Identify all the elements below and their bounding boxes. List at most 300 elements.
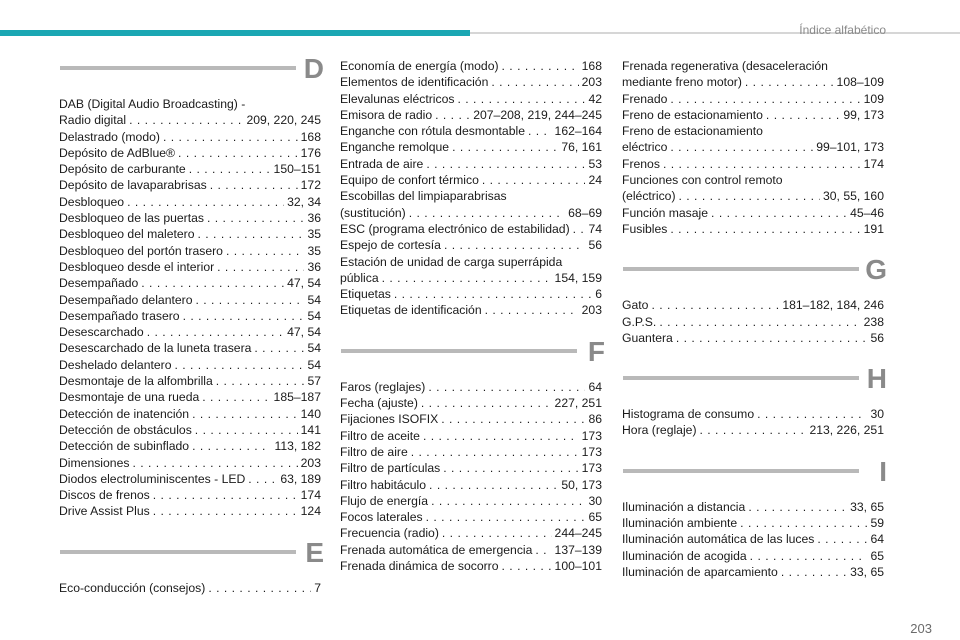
- header-accent-bar: [0, 30, 470, 36]
- index-entry[interactable]: [340, 237, 602, 253]
- index-entry[interactable]: [622, 205, 884, 221]
- entry-term: Etiquetas: [340, 287, 391, 302]
- index-entry[interactable]: [59, 194, 321, 210]
- entry-row: [59, 438, 321, 454]
- index-entry[interactable]: [622, 123, 884, 156]
- entry-pages[interactable]: 191: [863, 221, 884, 236]
- index-section-h: [622, 363, 887, 439]
- index-entry[interactable]: [622, 406, 884, 422]
- index-entry[interactable]: [340, 139, 602, 155]
- dot-leader: [435, 107, 470, 123]
- dot-leader: [651, 297, 779, 313]
- entry-pages[interactable]: 150–151: [273, 162, 321, 177]
- section-rule: [623, 376, 859, 380]
- entry-pages[interactable]: 207–208, 219, 244–245: [473, 107, 602, 122]
- dot-leader: [750, 548, 868, 564]
- index-entry[interactable]: [340, 542, 602, 558]
- entry-term: Filtro de partículas: [340, 461, 441, 476]
- entry-term: Desbloqueo del maletero: [59, 227, 195, 242]
- entry-row: [340, 542, 602, 558]
- entry-row: [59, 194, 321, 210]
- index-entry[interactable]: [59, 324, 321, 340]
- page-title: Índice alfabético: [799, 23, 886, 37]
- index-section-continued: [340, 58, 602, 319]
- index-entry[interactable]: [340, 74, 602, 90]
- section-header: [622, 254, 887, 295]
- entry-pages[interactable]: 173: [581, 444, 602, 459]
- entry-term: Desempañado delantero: [59, 292, 193, 307]
- index-entry[interactable]: [59, 226, 321, 242]
- index-entry[interactable]: [340, 395, 602, 411]
- entry-row: [622, 139, 884, 155]
- entry-pages[interactable]: 162–164: [554, 124, 602, 139]
- entry-row: [340, 221, 602, 237]
- index-entry[interactable]: [59, 292, 321, 308]
- entry-term: Desbloqueo del portón trasero: [59, 243, 223, 258]
- entry-pages[interactable]: 172: [300, 178, 321, 193]
- entry-row: [59, 177, 321, 193]
- index-section-i: [622, 455, 887, 580]
- entry-term: Deshelado delantero: [59, 357, 172, 372]
- entry-term: Focos laterales: [340, 510, 423, 525]
- entry-pages[interactable]: 100–101: [554, 559, 602, 574]
- entry-pages[interactable]: 68–69: [568, 205, 602, 220]
- index-entry[interactable]: [622, 172, 884, 205]
- entry-row: [622, 297, 884, 313]
- entry-pages[interactable]: 33, 65: [850, 564, 884, 579]
- entry-pages[interactable]: 59: [870, 516, 884, 531]
- entry-row: [59, 422, 321, 438]
- entry-pages[interactable]: 227, 251: [554, 396, 602, 411]
- index-entry[interactable]: [59, 210, 321, 226]
- entry-pages[interactable]: 203: [581, 75, 602, 90]
- index-entry[interactable]: [622, 531, 884, 547]
- entry-term: Guantera: [622, 330, 673, 345]
- entry-pages[interactable]: 238: [863, 314, 884, 329]
- index-entry[interactable]: [622, 515, 884, 531]
- index-entry[interactable]: [340, 286, 602, 302]
- entry-pages[interactable]: 33, 65: [850, 499, 884, 514]
- entry-term: Desempañado trasero: [59, 308, 180, 323]
- index-entry[interactable]: [622, 314, 884, 330]
- dot-leader: [443, 460, 578, 476]
- index-section-d: [59, 53, 324, 520]
- dot-leader: [127, 194, 284, 210]
- entry-text-line: Estación de unidad de carga superrápida: [340, 254, 563, 269]
- dot-leader: [226, 243, 304, 259]
- index-entry[interactable]: [59, 96, 321, 129]
- entry-pages[interactable]: 168: [581, 59, 602, 73]
- entry-row: [622, 205, 884, 221]
- entry-term: mediante freno motor): [622, 75, 742, 90]
- index-entry[interactable]: [622, 297, 884, 313]
- entry-term: Diodos electroluminiscentes - LED: [59, 471, 246, 486]
- index-entry[interactable]: [59, 373, 321, 389]
- entry-row: [622, 330, 884, 346]
- dot-leader: [409, 205, 565, 221]
- dot-leader: [502, 558, 552, 574]
- entry-pages[interactable]: 76, 161: [561, 140, 602, 155]
- entry-pages[interactable]: 168: [300, 129, 321, 144]
- entry-pages[interactable]: 63, 189: [280, 471, 321, 486]
- entry-pages[interactable]: 64: [870, 532, 884, 547]
- dot-leader: [421, 395, 552, 411]
- entry-pages[interactable]: 124: [300, 504, 321, 519]
- dot-leader: [491, 74, 578, 90]
- entry-pages[interactable]: 54: [307, 292, 321, 307]
- dot-leader: [748, 499, 847, 515]
- section-letter: I: [879, 455, 887, 487]
- dot-leader: [442, 525, 552, 541]
- entry-row: [340, 123, 602, 139]
- entry-term: pública: [340, 270, 379, 285]
- entry-row: [340, 302, 602, 318]
- section-header: [622, 455, 887, 497]
- dot-leader: [535, 542, 551, 558]
- entry-term: G.P.S.: [622, 314, 657, 329]
- entry-term: Iluminación ambiente: [622, 516, 738, 531]
- entry-term: Gato: [622, 298, 649, 313]
- index-entry[interactable]: [59, 340, 321, 356]
- entry-pages[interactable]: 203: [300, 455, 321, 470]
- index-entry[interactable]: [340, 558, 602, 574]
- dot-leader: [457, 91, 585, 107]
- dot-leader: [153, 487, 298, 503]
- index-entry[interactable]: [340, 411, 602, 427]
- entry-term: Freno de estacionamiento: [622, 107, 763, 122]
- entry-term: Fijaciones ISOFIX: [340, 412, 439, 427]
- entry-pages[interactable]: 53: [588, 156, 602, 171]
- index-column-3: [622, 58, 887, 602]
- section-header: [340, 335, 605, 377]
- dot-leader: [431, 493, 585, 509]
- index-entry[interactable]: [59, 503, 321, 519]
- section-rule: [623, 469, 859, 473]
- index-entry[interactable]: [59, 471, 321, 487]
- entry-pages[interactable]: 203: [581, 303, 602, 318]
- entry-term: Detección de obstáculos: [59, 422, 192, 437]
- entry-row: [340, 428, 602, 444]
- entry-pages[interactable]: 45–46: [850, 205, 884, 220]
- index-entry[interactable]: [340, 477, 602, 493]
- entry-row: [340, 509, 602, 525]
- entry-pages[interactable]: 108–109: [836, 75, 884, 90]
- entry-row: [340, 205, 602, 221]
- index-entry[interactable]: [59, 177, 321, 193]
- dot-leader: [700, 422, 807, 438]
- entry-term: Desmontaje de una rueda: [59, 390, 200, 405]
- dot-leader: [210, 177, 298, 193]
- entry-pages[interactable]: 174: [300, 488, 321, 503]
- header-rule: [470, 32, 960, 34]
- entry-pages[interactable]: 86: [588, 412, 602, 427]
- dot-leader: [394, 286, 592, 302]
- entry-row: [340, 91, 602, 107]
- entry-term: Iluminación de acogida: [622, 548, 747, 563]
- dot-leader: [817, 531, 867, 547]
- dot-leader: [676, 330, 868, 346]
- index-entry[interactable]: [340, 444, 602, 460]
- index-entry[interactable]: [340, 379, 602, 395]
- index-entry[interactable]: [59, 389, 321, 405]
- entry-pages[interactable]: 65: [588, 510, 602, 525]
- entry-row: [340, 156, 602, 172]
- index-entry[interactable]: [340, 188, 602, 221]
- section-letter: F: [587, 335, 605, 367]
- entry-pages[interactable]: 54: [307, 341, 321, 356]
- entry-row: [340, 286, 602, 302]
- entry-pages[interactable]: 137–139: [554, 542, 602, 557]
- index-entry[interactable]: [59, 438, 321, 454]
- dot-leader: [254, 340, 304, 356]
- dot-leader: [679, 188, 821, 204]
- entry-pages[interactable]: 30: [588, 493, 602, 508]
- index-entry[interactable]: [622, 221, 884, 237]
- index-entry[interactable]: [59, 161, 321, 177]
- entry-pages[interactable]: 181–182, 184, 246: [782, 298, 884, 313]
- entry-term: Emisora de radio: [340, 107, 433, 122]
- entry-pages[interactable]: 154, 159: [554, 270, 602, 285]
- dot-leader: [670, 91, 860, 107]
- entry-term: Flujo de energía: [340, 493, 429, 508]
- entry-row: [59, 389, 321, 405]
- entry-row: [622, 156, 884, 172]
- entry-row: [622, 74, 884, 90]
- dot-leader: [711, 205, 847, 221]
- index-entry[interactable]: [59, 129, 321, 145]
- index-entry[interactable]: [59, 308, 321, 324]
- dot-leader: [216, 373, 305, 389]
- entry-term: Desmontaje de la alfombrilla: [59, 374, 213, 389]
- entry-row: [59, 373, 321, 389]
- entry-term: Filtro habitáculo: [340, 477, 427, 492]
- index-entry[interactable]: [340, 58, 602, 74]
- entry-pages[interactable]: 36: [307, 259, 321, 274]
- index-entry[interactable]: [340, 221, 602, 237]
- index-entry[interactable]: [340, 493, 602, 509]
- entry-term: Faros (reglajes): [340, 379, 426, 394]
- index-entry[interactable]: [622, 156, 884, 172]
- index-entry[interactable]: [59, 406, 321, 422]
- entry-pages[interactable]: 99–101, 173: [816, 140, 884, 155]
- index-entry[interactable]: [622, 548, 884, 564]
- entry-row: [622, 221, 884, 237]
- entry-row: [622, 406, 884, 422]
- entry-row: [340, 444, 602, 460]
- entry-row: [59, 112, 321, 128]
- dot-leader: [129, 112, 243, 128]
- entry-row: [622, 422, 884, 438]
- dot-leader: [485, 302, 579, 318]
- entry-term: Filtro de aceite: [340, 428, 420, 443]
- entry-pages[interactable]: 30, 55, 160: [823, 189, 884, 204]
- index-entry[interactable]: [340, 525, 602, 541]
- index-entry[interactable]: [59, 357, 321, 373]
- entry-pages[interactable]: 74: [588, 221, 602, 236]
- entry-row: [340, 58, 602, 74]
- entry-pages[interactable]: 213, 226, 251: [809, 423, 884, 438]
- index-entry[interactable]: [622, 330, 884, 346]
- entry-term: eléctrico: [622, 140, 668, 155]
- dot-leader: [502, 58, 579, 74]
- entry-text-line: Funciones con control remoto: [622, 173, 783, 188]
- entry-pages[interactable]: 176: [300, 145, 321, 160]
- index-entry[interactable]: [622, 91, 884, 107]
- dot-leader: [426, 156, 585, 172]
- entry-row: [340, 270, 602, 286]
- dot-leader: [207, 210, 304, 226]
- section-rule: [60, 550, 296, 554]
- index-entry[interactable]: [340, 428, 602, 444]
- index-entry[interactable]: [59, 145, 321, 161]
- entry-term: Depósito de carburante: [59, 162, 186, 177]
- index-entry[interactable]: [340, 107, 602, 123]
- entry-term: Frecuencia (radio): [340, 526, 439, 541]
- entry-pages[interactable]: 56: [870, 330, 884, 345]
- entry-row: [622, 531, 884, 547]
- dot-leader: [192, 406, 298, 422]
- dot-leader: [426, 509, 586, 525]
- entry-row: [340, 525, 602, 541]
- index-entry[interactable]: [59, 455, 321, 471]
- dot-leader: [189, 161, 271, 177]
- entry-pages[interactable]: 174: [863, 156, 884, 171]
- entry-pages[interactable]: 141: [300, 422, 321, 437]
- entry-term: Filtro de aire: [340, 444, 408, 459]
- entry-term: Desbloqueo desde el interior: [59, 259, 215, 274]
- dot-leader: [745, 74, 834, 90]
- entry-pages[interactable]: 56: [588, 238, 602, 253]
- index-entry[interactable]: [340, 123, 602, 139]
- entry-row: [340, 74, 602, 90]
- index-entry[interactable]: [622, 564, 884, 580]
- index-entry[interactable]: [622, 58, 884, 91]
- entry-pages[interactable]: 244–245: [554, 526, 602, 541]
- entry-term: Hora (reglaje): [622, 423, 697, 438]
- entry-pages[interactable]: 113, 182: [274, 439, 321, 454]
- index-entry[interactable]: [340, 254, 602, 287]
- entry-row: [622, 515, 884, 531]
- entry-term: Detección de inatención: [59, 406, 190, 421]
- entry-row: [340, 411, 602, 427]
- index-entry[interactable]: [59, 243, 321, 259]
- index-entry[interactable]: [340, 172, 602, 188]
- index-column-2: [340, 58, 605, 596]
- dot-leader: [178, 145, 298, 161]
- index-entry[interactable]: [59, 275, 321, 291]
- entry-pages[interactable]: 32, 34: [287, 194, 321, 209]
- entry-row: [59, 357, 321, 373]
- entry-row: [622, 564, 884, 580]
- entry-pages[interactable]: 35: [307, 243, 321, 258]
- entry-pages[interactable]: 42: [588, 91, 602, 106]
- index-entry[interactable]: [59, 580, 321, 596]
- entry-pages[interactable]: 57: [307, 374, 321, 389]
- entry-row: [59, 487, 321, 503]
- entry-row: [59, 243, 321, 259]
- section-header: [59, 53, 324, 94]
- entry-term: Drive Assist Plus: [59, 504, 150, 519]
- section-letter: E: [305, 536, 324, 568]
- index-section-e: [59, 536, 324, 596]
- entry-pages[interactable]: 99, 173: [843, 107, 884, 122]
- entry-row: [340, 172, 602, 188]
- entry-pages[interactable]: 47, 54: [287, 325, 321, 340]
- index-entry[interactable]: [340, 302, 602, 318]
- entry-term: ESC (programa electrónico de estabilidad): [340, 221, 570, 236]
- dot-leader: [202, 389, 270, 405]
- entry-row: [622, 188, 884, 204]
- index-entry[interactable]: [340, 509, 602, 525]
- dot-leader: [382, 270, 552, 286]
- entry-pages[interactable]: 173: [581, 461, 602, 476]
- entry-pages[interactable]: 50, 173: [561, 477, 602, 492]
- dot-leader: [163, 129, 298, 145]
- dot-leader: [452, 139, 558, 155]
- entry-row: [340, 460, 602, 476]
- dot-leader: [670, 139, 813, 155]
- index-entry[interactable]: [340, 156, 602, 172]
- entry-pages[interactable]: 64: [588, 379, 602, 394]
- index-entry[interactable]: [622, 422, 884, 438]
- entry-row: [340, 237, 602, 253]
- entry-pages[interactable]: 140: [300, 406, 321, 421]
- index-entry[interactable]: [59, 259, 321, 275]
- entry-row: [59, 145, 321, 161]
- entry-term: Frenos: [622, 156, 660, 171]
- entry-term: Frenado: [622, 91, 668, 106]
- entry-row: [59, 210, 321, 226]
- entry-pages[interactable]: 36: [307, 211, 321, 226]
- entry-term: Equipo de confort térmico: [340, 173, 479, 188]
- entry-pages[interactable]: 24: [588, 173, 602, 188]
- entry-pages[interactable]: 6: [595, 287, 602, 302]
- entry-term: Iluminación de aparcamiento: [622, 564, 778, 579]
- entry-pages[interactable]: 173: [581, 428, 602, 443]
- entry-row: [59, 503, 321, 519]
- entry-term: (sustitución): [340, 205, 406, 220]
- entry-pages[interactable]: 47, 54: [287, 276, 321, 291]
- index-entry[interactable]: [59, 422, 321, 438]
- entry-pages[interactable]: 109: [863, 91, 884, 106]
- entry-pages[interactable]: 185–187: [273, 390, 321, 405]
- dot-leader: [441, 411, 585, 427]
- entry-text-line: Frenada regenerativa (desaceleración: [622, 59, 828, 73]
- entry-term: Radio digital: [59, 113, 127, 128]
- entry-pages[interactable]: 209, 220, 245: [246, 113, 321, 128]
- entry-term: Desbloqueo de las puertas: [59, 211, 204, 226]
- index-entry[interactable]: [622, 499, 884, 515]
- index-entry[interactable]: [59, 487, 321, 503]
- entry-pages[interactable]: 54: [307, 357, 321, 372]
- entry-row: [59, 161, 321, 177]
- entry-pages[interactable]: 65: [870, 548, 884, 563]
- entry-term: Función masaje: [622, 205, 709, 220]
- index-entry[interactable]: [340, 460, 602, 476]
- dot-leader: [132, 455, 297, 471]
- entry-term: Elementos de identificación: [340, 75, 489, 90]
- entry-pages[interactable]: 54: [307, 308, 321, 323]
- entry-row: [340, 139, 602, 155]
- entry-pages[interactable]: 7: [314, 580, 321, 595]
- index-column-1: [59, 53, 324, 618]
- entry-pages[interactable]: 30: [870, 407, 884, 422]
- index-entry[interactable]: [622, 107, 884, 123]
- index-entry[interactable]: [340, 91, 602, 107]
- entry-pages[interactable]: 35: [307, 227, 321, 242]
- entry-term: Discos de frenos: [59, 488, 150, 503]
- dot-leader: [670, 221, 860, 237]
